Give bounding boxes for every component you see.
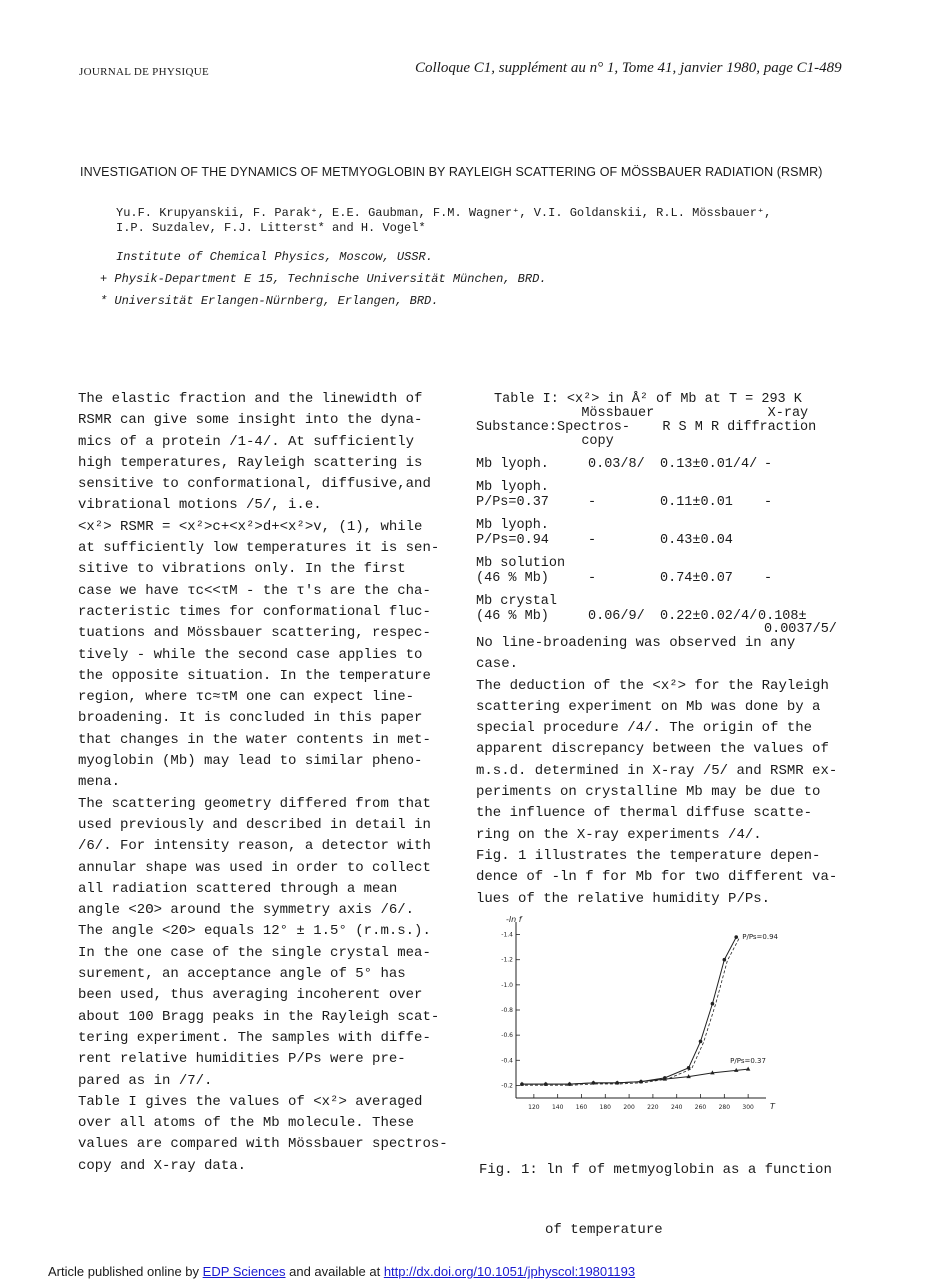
cell-xray: - (764, 457, 773, 472)
author-list (100, 206, 806, 312)
chart-series (520, 935, 751, 1086)
series-line (522, 937, 736, 1084)
doi-link[interactable]: http://dx.doi.org/10.1051/jphyscol:19801193 (383, 1264, 636, 1279)
cell-rsmr: 0.22±0.02/4/ (660, 609, 758, 624)
cell-substance: Mb lyoph. (476, 457, 549, 472)
data-point (711, 1002, 715, 1006)
table-header-line-1: Mössbauer X-ray (476, 406, 809, 421)
table-row (476, 518, 856, 556)
author-line-2: I.P. Suzdalev, F.J. Litterst* and H. Vogel* (116, 221, 426, 235)
table-row (476, 556, 856, 594)
table-title: Table I: <x²> in Å² of Mb at T = 293 K (494, 392, 802, 407)
cell-mossbauer: - (588, 495, 597, 510)
cell-xray-continued: 0.0037/5/ (764, 622, 837, 637)
figure-1-chart (488, 910, 788, 1115)
cell-mossbauer: - (588, 533, 597, 548)
table-1 (476, 392, 856, 637)
y-tick-label: -1.0 (501, 981, 513, 989)
x-axis-label: T (770, 1102, 775, 1111)
cell-substance: Mb lyoph. (476, 480, 549, 495)
cell-substance: Mb lyoph. (476, 518, 549, 533)
affiliation-3: * Universität Erlangen-Nürnberg, Erlangen, BRD. (100, 294, 439, 308)
y-tick-label: -0.2 (501, 1082, 513, 1090)
cell-substance: Mb crystal (476, 594, 558, 609)
x-tick-label: 240 (670, 1104, 683, 1111)
x-tick-label: 280 (718, 1104, 731, 1111)
x-tick-label: 200 (623, 1104, 635, 1111)
cell-rsmr: 0.13±0.01/4/ (660, 457, 758, 472)
y-axis-label: -ln f (506, 915, 522, 924)
cell-substance: P/Ps=0.94 (476, 533, 549, 548)
caption-line-2: of temperature (545, 1222, 663, 1238)
cell-rsmr: 0.43±0.04 (660, 533, 733, 548)
cell-rsmr: 0.74±0.07 (660, 571, 733, 586)
table-row (476, 457, 856, 480)
cell-xray: 0.108± (758, 609, 807, 624)
y-tick-label: -1.4 (501, 931, 513, 939)
x-tick-label: 300 (742, 1104, 754, 1111)
table-row (476, 594, 856, 637)
footer-prefix: Article published online by (48, 1264, 203, 1279)
series-label: P/Ps=0.37 (730, 1057, 766, 1066)
cell-substance: Mb solution (476, 556, 566, 571)
cell-substance: (46 % Mb) (476, 609, 549, 624)
cell-mossbauer: - (588, 571, 597, 586)
cell-xray: - (764, 495, 773, 510)
table-row (476, 480, 856, 518)
paper-title: INVESTIGATION OF THE DYNAMICS OF METMYOGLOBIN BY RAYLEIGH SCATTERING OF MÖSSBAUER RADIATION (RSMR) (80, 165, 823, 179)
x-tick-label: 140 (551, 1104, 564, 1111)
cell-mossbauer: 0.06/9/ (588, 609, 645, 624)
series-line (522, 1069, 748, 1084)
footer-middle: and available at (285, 1264, 384, 1279)
cell-substance: P/Ps=0.37 (476, 495, 549, 510)
y-tick-label: -0.8 (501, 1007, 513, 1014)
affiliation-1: Institute of Chemical Physics, Moscow, USSR. (116, 250, 433, 264)
x-tick-label: 160 (575, 1104, 588, 1111)
data-point (723, 958, 727, 962)
y-tick-label: -1.2 (501, 956, 513, 964)
caption-line-1: Fig. 1: ln f of metmyoglobin as a function (479, 1162, 832, 1178)
data-point (699, 1040, 703, 1044)
x-tick-label: 220 (647, 1104, 659, 1111)
left-column-text: The elastic fraction and the linewidth of RSMR can give some insight into the dyna- mics of a protein /1-4/. At sufficiently high temperatures, Rayleigh scattering is sensitive to conformational, diffusive,and vibrational motions /5/, i.e. <x²> RSMR = <x²>c+<x²>d+<x²>v, (1), while at sufficiently low temperatures it is sen- sitive to vibrations only. In the first case we have τc<<τM - the τ's are the cha- racteristic times for conformational fluc- tuations and Mössbauer scattering, respec- tively - while the second case applies to the opposite situation. In the temperature region, where τc≈τM one can expect line- broadening. It is concluded in this paper that changes in the water contents in met- myoglobin (Mb) may lead to similar pheno- mena. The scattering geometry differed from that used previously and described in detail in /6/. For intensity reason, a detector with annular shape was used in order to collect all radiation scattered through a mean angle <2Θ> around the symmetry axis /6/. The angle <2Θ> equals 12° ± 1.5° (r.m.s.). In the one case of the single crystal mea- surement, an acceptance angle of 5° has been used, thus averaging incoherent over about 100 Bragg peaks in the Rayleigh scat- tering experiment. The samples with diffe- rent relative humidities P/Ps were pre- pared as in /7/. Table I gives the values of <x²> averaged over all atoms of the Mb molecule. These values are compared with Mössbauer spectros- copy and X-ray data. (78, 391, 448, 1174)
table-header-line-2: Substance:Spectros- R S M R diffraction (476, 420, 817, 435)
x-tick-label: 180 (599, 1104, 612, 1111)
cell-rsmr: 0.11±0.01 (660, 495, 733, 510)
cell-xray: - (764, 571, 773, 586)
right-column-text: No line-broadening was observed in any case. The deduction of the <x²> for the Rayleigh scattering experiment on Mb was done by a special procedure /4/. The origin of the apparent discrepancy between the values of m.s.d. determined in X-ray /5/ and RSMR ex- periments on crystalline Mb may be due to the influence of thermal diffuse scatte- ring on the X-ray experiments /4/. Fig. 1 illustrates the temperature depen- dence of -ln f for Mb for two different va- lues of the relative humidity P/Ps. (476, 635, 838, 907)
cell-mossbauer: 0.03/8/ (588, 457, 645, 472)
table-header-line-3: copy (476, 434, 614, 449)
x-tick-label: 260 (694, 1104, 707, 1111)
data-point (687, 1066, 691, 1070)
series-line-dashed (525, 938, 739, 1085)
figure-caption (479, 1120, 832, 1260)
publisher-link[interactable]: EDP Sciences (202, 1264, 286, 1279)
y-tick-label: -0.4 (501, 1057, 513, 1065)
journal-name: JOURNAL DE PHYSIQUE (79, 66, 209, 78)
table-body (476, 457, 856, 637)
cell-substance: (46 % Mb) (476, 571, 549, 586)
series-label: P/Ps=0.94 (742, 933, 779, 942)
author-line-1: Yu.F. Krupyanskii, F. Parak⁺, E.E. Gaubman, F.M. Wagner⁺, V.I. Goldanskii, R.L. Mössbauer⁺, (116, 206, 772, 220)
data-point (734, 935, 738, 939)
data-point (746, 1067, 750, 1071)
affiliation-2: + Physik-Department E 15, Technische Universität München, BRD. (100, 272, 547, 286)
colloque-reference: Colloque C1, supplément au n° 1, Tome 41, janvier 1980, page C1-489 (415, 60, 842, 76)
footer-note (48, 1264, 635, 1279)
y-tick-label: -0.6 (501, 1032, 513, 1040)
x-tick-label: 120 (528, 1104, 540, 1111)
